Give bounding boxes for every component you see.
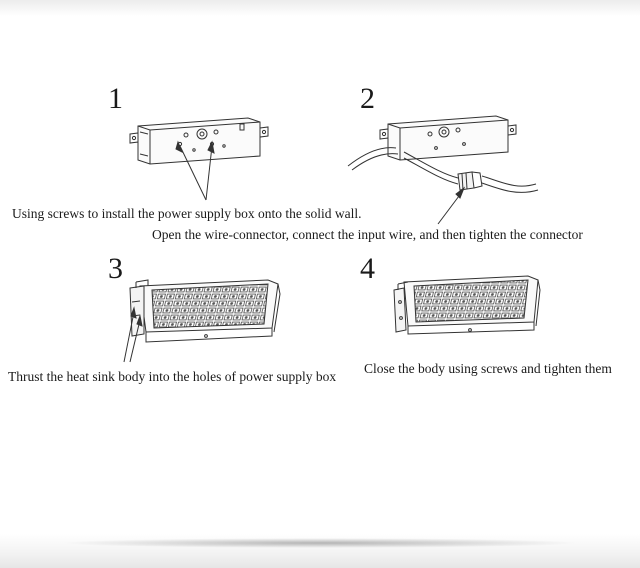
heat-sink-insert-illustration — [118, 272, 288, 368]
closed-body-illustration — [386, 270, 546, 348]
top-band — [0, 0, 640, 16]
step-3-caption: Thrust the heat sink body into the holes of power supply box — [8, 369, 337, 384]
step-3-number: 3 — [108, 252, 123, 285]
step-1-caption: Using screws to install the power supply box onto the solid wall. — [12, 206, 362, 221]
step-1-number: 1 — [108, 82, 123, 115]
step-4-number: 4 — [360, 252, 375, 285]
step-4-caption: Close the body using screws and tighten them — [364, 361, 612, 376]
step-2-number: 2 — [360, 82, 375, 115]
power-supply-box-wall-illustration — [128, 108, 278, 208]
bottom-shadow — [60, 538, 580, 548]
step-2-caption: Open the wire-connector, connect the input wire, and then tighten the connector — [152, 227, 583, 242]
wire-connector-illustration — [346, 108, 546, 226]
